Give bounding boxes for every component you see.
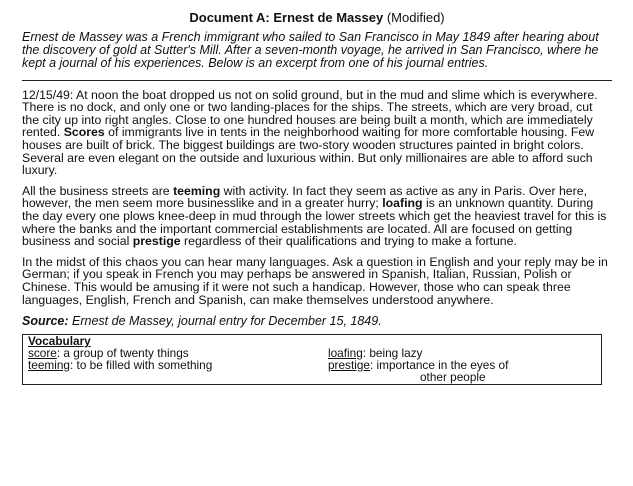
journal-paragraph-1	[22, 89, 612, 177]
vocab-term: teeming	[28, 357, 70, 372]
p1-text-a: 12/15/49: At noon the boat dropped us not on solid ground, but in the mud and slime which is everywhere. There is no dock, and only one or two landing-places for the ships. The streets, which are very broad, cut the city up into right angles. Close to one hundred houses are being built a month, which are immediately rented.	[22, 87, 598, 140]
divider	[22, 80, 612, 81]
vocab-term: score	[28, 345, 57, 360]
vocab-def: : a group of twenty things	[56, 345, 189, 360]
vocab-item-prestige	[328, 357, 596, 384]
vocabulary-grid	[28, 345, 596, 384]
vocab-def: : to be filled with something	[69, 357, 213, 372]
p1-text-c: of immigrants live in tents in the neighborhood waiting for more comfortable housing. Few houses are built of brick. The biggest buildings are two-story wooden structures painted in bright colors. Several are even elegant on the outside and luxurious within. But only millionaires are able to afford such luxury.	[22, 125, 595, 178]
document-title	[22, 10, 612, 26]
journal-paragraph-3: In the midst of this chaos you can hear many languages. Ask a question in English and your reply may be in German; if you speak in French you may perhaps be answered in Spanish, Italian, Russian, Polish or Chinese. This would be amusing if it were not such a handicap. However, those who can speak three languages, English, French and Spanish, can make themselves understood anywhere.	[22, 254, 608, 307]
vocab-term: loafing	[328, 345, 363, 360]
source-label: Source:	[22, 314, 69, 329]
source-text: Ernest de Massey, journal entry for December 15, 1849.	[72, 314, 382, 329]
title-suffix: (Modified)	[386, 10, 445, 25]
vocabulary-box	[22, 334, 602, 385]
intro-paragraph: Ernest de Massey was a French immigrant who sailed to San Francisco in May 1849 after hearing about the discovery of gold at Sutter's Mill. After a seven-month voyage, he arrived in San Francisco, where he kept a journal of his experiences. Below is an excerpt from one of his journal entries.	[22, 30, 599, 71]
title-main: Document A: Ernest de Massey	[189, 10, 384, 25]
p2-text-a: All the business streets are	[22, 183, 174, 198]
p2-text-g: regardless of their qualifications and trying to make a fortune.	[180, 234, 517, 249]
vocab-def: : importance in the eyes of	[369, 357, 509, 372]
p2-bold-teeming: teeming	[173, 183, 221, 198]
vocab-term: prestige	[328, 357, 370, 372]
document-page	[22, 10, 612, 385]
journal-paragraph-2	[22, 185, 612, 248]
vocab-def-continued: other people	[420, 369, 486, 384]
p2-text-e: is an unknown quantity. During the day every one plows knee-deep in mud through the lower streets which get the heaviest travel for this is where the banks and the important commercial establishments are located. All are focused on getting business and social	[22, 196, 607, 249]
source-citation	[22, 314, 612, 328]
vocabulary-title: Vocabulary	[28, 334, 91, 349]
vocab-item-teeming	[28, 357, 328, 384]
p2-text-c: with activity. In fact they seem as active as any in Paris. Over here, however, the men seem more businesslike and in a greater hurry;	[22, 183, 587, 211]
p2-bold-prestige: prestige	[132, 234, 181, 249]
p1-bold-scores: Scores	[63, 125, 105, 140]
vocab-def: : being lazy	[362, 345, 423, 360]
p2-bold-loafing: loafing	[382, 196, 423, 211]
